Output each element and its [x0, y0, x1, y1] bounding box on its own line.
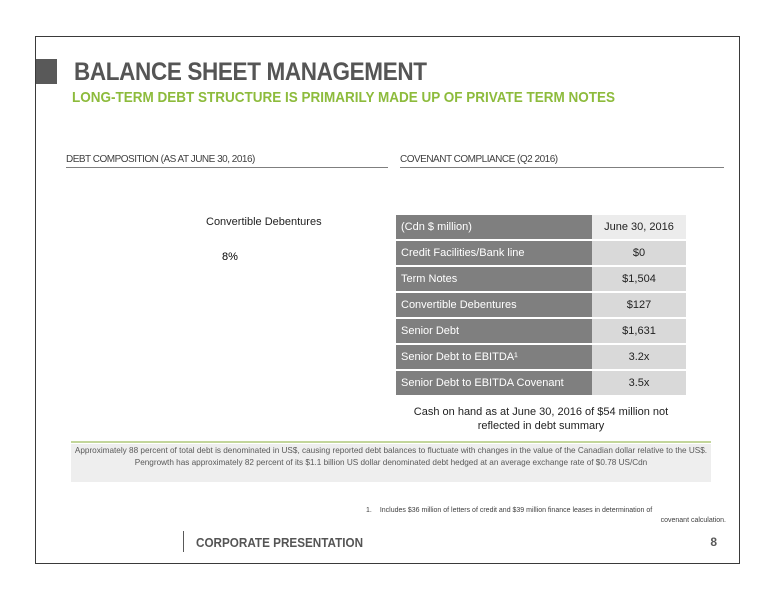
debt-composition-heading: DEBT COMPOSITION (AS AT JUNE 30, 2016) — [66, 154, 388, 168]
table-row — [396, 293, 686, 317]
row-value: 3.5x — [592, 371, 686, 395]
table-row — [396, 345, 686, 369]
slide — [35, 36, 740, 564]
footnote-number: 1. — [366, 507, 372, 514]
row-value: $1,631 — [592, 319, 686, 343]
row-metric: Senior Debt to EBITDA Covenant — [396, 371, 592, 395]
table-row — [396, 319, 686, 343]
footer-divider — [183, 531, 184, 552]
row-metric: Senior Debt — [396, 319, 592, 343]
row-value: 3.2x — [592, 345, 686, 369]
title-marker — [36, 59, 57, 84]
row-metric: Convertible Debentures — [396, 293, 592, 317]
table-row — [396, 267, 686, 291]
footnote-text-line1: Includes $36 million of letters of credit and $39 million finance leases in determination of — [379, 507, 653, 514]
fx-exposure-note: Approximately 88 percent of total debt is denominated in US$, causing reported debt balances to fluctuate with changes in the value of the Canadian dollar relative to the US$. Pengrowth has approximately 82 percent of its $1.1 billion US dollar denominated debt hedged at an average exchange rate of $0.78 US/Cdn — [71, 444, 711, 482]
footnote — [366, 506, 726, 526]
page-number: 8 — [710, 535, 717, 549]
footer-label: CORPORATE PRESENTATION — [196, 535, 364, 550]
footnote-text-line2: covenant calculation. — [660, 517, 726, 524]
covenant-table — [396, 213, 686, 397]
divider — [71, 441, 711, 443]
row-metric: Senior Debt to EBITDA¹ — [396, 345, 592, 369]
page-title: BALANCE SHEET MANAGEMENT — [74, 58, 427, 86]
table-header-metric: (Cdn $ million) — [396, 215, 592, 239]
table-header-row — [396, 215, 686, 239]
covenant-compliance-heading: COVENANT COMPLIANCE (Q2 2016) — [400, 154, 724, 168]
row-value: $1,504 — [592, 267, 686, 291]
table-row — [396, 241, 686, 265]
row-value: $0 — [592, 241, 686, 265]
row-value: $127 — [592, 293, 686, 317]
row-metric: Credit Facilities/Bank line — [396, 241, 592, 265]
pie-label-convertible-debentures: Convertible Debentures — [206, 216, 322, 228]
pie-percent-convertible-debentures: 8% — [222, 251, 238, 263]
page-subtitle: LONG-TERM DEBT STRUCTURE IS PRIMARILY MADE UP OF PRIVATE TERM NOTES — [72, 89, 616, 106]
table-header-value: June 30, 2016 — [592, 215, 686, 239]
row-metric: Term Notes — [396, 267, 592, 291]
cash-on-hand-note: Cash on hand as at June 30, 2016 of $54 million not reflected in debt summary — [413, 406, 669, 432]
table-row — [396, 371, 686, 395]
